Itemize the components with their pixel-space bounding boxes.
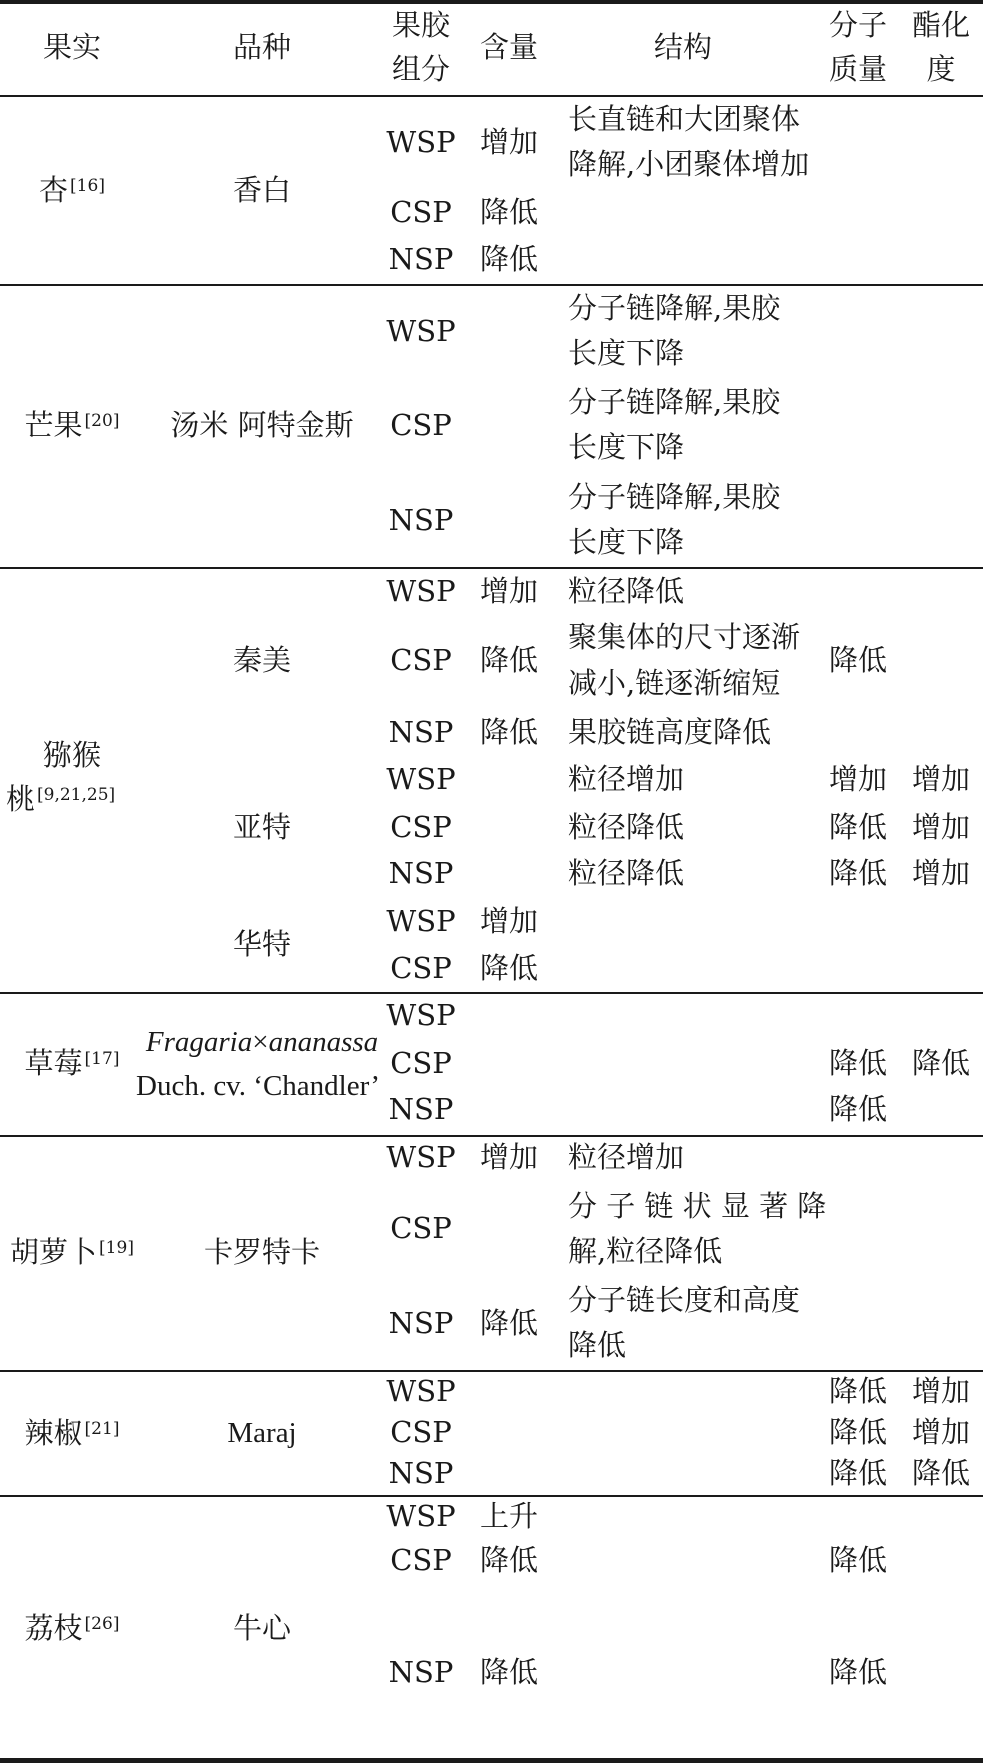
content-cell: 降低 bbox=[479, 1543, 539, 1577]
table-bottom-rule bbox=[0, 1758, 983, 1763]
fraction-cell: CSP bbox=[390, 1543, 452, 1577]
fraction-cell: WSP bbox=[386, 125, 456, 159]
content-cell: 降低 bbox=[479, 643, 539, 677]
mw-cell: 降低 bbox=[828, 1655, 888, 1689]
structure-cell: 分子链降解,果胶 bbox=[568, 480, 781, 514]
content-cell: 降低 bbox=[479, 1655, 539, 1689]
structure-cell: 解,粒径降低 bbox=[568, 1234, 723, 1268]
mw-cell: 降低 bbox=[828, 1092, 888, 1126]
mw-cell: 降低 bbox=[828, 1046, 888, 1080]
variety-cell bbox=[146, 1020, 378, 1065]
fruit-name: 杏 bbox=[39, 173, 69, 207]
reference: [16] bbox=[70, 176, 105, 196]
structure-cell: 果胶链高度降低 bbox=[568, 715, 772, 749]
variety-cell: 亚特 bbox=[232, 810, 292, 844]
structure-cell: 长直链和大团聚体 bbox=[568, 102, 801, 136]
row-divider bbox=[0, 284, 983, 286]
variety-cell: 香白 bbox=[232, 173, 292, 207]
fruit-cell bbox=[25, 403, 120, 448]
structure-cell: 长度下降 bbox=[568, 336, 685, 370]
structure-cell: 粒径降低 bbox=[568, 856, 685, 890]
reference: [26] bbox=[84, 1614, 120, 1634]
de-cell: 增加 bbox=[911, 1374, 971, 1408]
structure-cell: 长度下降 bbox=[568, 525, 685, 559]
fruit-name: 桃 bbox=[6, 782, 36, 816]
fraction-cell: CSP bbox=[390, 1415, 452, 1449]
fraction-cell: NSP bbox=[388, 1456, 454, 1490]
header-mw-line1: 分子 bbox=[828, 8, 888, 42]
header-pectin-line2: 组分 bbox=[391, 52, 451, 86]
de-cell: 增加 bbox=[911, 762, 971, 796]
variety-cell: 华特 bbox=[232, 927, 292, 961]
variety-cell: 秦美 bbox=[232, 643, 292, 677]
header-pectin-line1: 果胶 bbox=[391, 8, 451, 42]
structure-cell: 粒径降低 bbox=[568, 574, 685, 608]
structure-cell: 聚集体的尺寸逐渐 bbox=[568, 620, 801, 654]
content-cell: 降低 bbox=[479, 1306, 539, 1340]
header-structure: 结构 bbox=[653, 30, 713, 64]
mw-cell: 降低 bbox=[828, 643, 888, 677]
structure-cell: 降低 bbox=[568, 1328, 627, 1362]
structure-cell: 降解,小团聚体增加 bbox=[568, 147, 810, 181]
mw-cell: 降低 bbox=[828, 856, 888, 890]
content-cell: 增加 bbox=[479, 904, 539, 938]
structure-cell: 长度下降 bbox=[568, 430, 685, 464]
mw-cell: 降低 bbox=[828, 810, 888, 844]
fraction-cell: CSP bbox=[390, 1211, 452, 1245]
content-cell: 降低 bbox=[479, 951, 539, 985]
fruit-cell bbox=[25, 1041, 120, 1086]
mw-cell: 降低 bbox=[828, 1543, 888, 1577]
structure-cell: 分子链长度和高度 bbox=[568, 1283, 801, 1317]
variety-genus: Fragaria bbox=[145, 1026, 253, 1058]
fruit-name: 胡萝卜 bbox=[10, 1235, 98, 1269]
fraction-cell: WSP bbox=[386, 762, 456, 796]
fraction-cell: NSP bbox=[388, 856, 454, 890]
fraction-cell: WSP bbox=[386, 1499, 456, 1533]
variety-species: ananassa bbox=[268, 1026, 379, 1058]
fraction-cell: WSP bbox=[386, 574, 456, 608]
header-de-line2: 度 bbox=[926, 52, 956, 86]
fruit-cell bbox=[25, 1411, 120, 1456]
variety-cell: 汤米 阿特金斯 bbox=[170, 408, 354, 442]
de-cell: 增加 bbox=[911, 810, 971, 844]
structure-cell: 减小,链逐渐缩短 bbox=[568, 666, 781, 700]
fruit-name: 草莓 bbox=[24, 1046, 83, 1080]
structure-cell: 粒径增加 bbox=[568, 762, 685, 796]
header-bottom-rule bbox=[0, 95, 983, 97]
fraction-cell: NSP bbox=[388, 1655, 454, 1689]
fraction-cell: NSP bbox=[388, 1306, 454, 1340]
content-cell: 降低 bbox=[479, 195, 539, 229]
mw-cell: 降低 bbox=[828, 1456, 888, 1490]
header-fruit: 果实 bbox=[42, 30, 102, 64]
variety-cell: Maraj bbox=[227, 1417, 297, 1449]
structure-cell: 分子链降解,果胶 bbox=[568, 385, 781, 419]
fraction-cell: WSP bbox=[386, 1140, 456, 1174]
structure-cell: 分 子 链 状 显 著 降 bbox=[568, 1189, 827, 1223]
fraction-cell: NSP bbox=[388, 503, 454, 537]
fraction-cell: NSP bbox=[388, 1092, 454, 1126]
variety-cell: Duch. cv. ‘Chandler’ bbox=[136, 1070, 380, 1102]
header-mw-line2: 质量 bbox=[828, 52, 888, 86]
de-cell: 降低 bbox=[911, 1456, 971, 1490]
fruit-cell: 猕猴 bbox=[42, 738, 102, 772]
fraction-cell: CSP bbox=[390, 408, 452, 442]
structure-cell: 分子链降解,果胶 bbox=[568, 291, 781, 325]
header-variety: 品种 bbox=[232, 30, 292, 64]
reference: [9,21,25] bbox=[37, 785, 116, 805]
fraction-cell: WSP bbox=[386, 314, 456, 348]
content-cell: 增加 bbox=[479, 1140, 539, 1174]
reference: [20] bbox=[84, 411, 120, 431]
header-content: 含量 bbox=[479, 30, 539, 64]
variety-cell: 牛心 bbox=[232, 1611, 292, 1645]
fruit-name: 芒果 bbox=[24, 408, 83, 442]
fraction-cell: CSP bbox=[390, 195, 452, 229]
structure-cell: 粒径降低 bbox=[568, 810, 685, 844]
fraction-cell: NSP bbox=[388, 715, 454, 749]
fraction-cell: WSP bbox=[386, 904, 456, 938]
content-cell: 上升 bbox=[479, 1499, 539, 1533]
de-cell: 增加 bbox=[911, 1415, 971, 1449]
fruit-name: 辣椒 bbox=[24, 1416, 83, 1450]
de-cell: 降低 bbox=[911, 1046, 971, 1080]
reference: [19] bbox=[99, 1238, 134, 1258]
structure-cell: 粒径增加 bbox=[568, 1140, 685, 1174]
de-cell: 增加 bbox=[911, 856, 971, 890]
fruit-cell bbox=[25, 1606, 120, 1651]
row-divider bbox=[0, 992, 983, 994]
fraction-cell: CSP bbox=[390, 643, 452, 677]
fraction-cell: NSP bbox=[388, 242, 454, 276]
fruit-cell bbox=[10, 1230, 134, 1275]
mw-cell: 增加 bbox=[828, 762, 888, 796]
fruit-cell bbox=[6, 777, 115, 822]
variety-cell: 卡罗特卡 bbox=[203, 1235, 321, 1269]
variety-cross: × bbox=[252, 1026, 269, 1058]
fraction-cell: WSP bbox=[386, 1374, 456, 1408]
fraction-cell: CSP bbox=[390, 951, 452, 985]
mw-cell: 降低 bbox=[828, 1374, 888, 1408]
content-cell: 降低 bbox=[479, 242, 539, 276]
fraction-cell: WSP bbox=[386, 998, 456, 1032]
content-cell: 降低 bbox=[479, 715, 539, 749]
fruit-cell bbox=[39, 168, 105, 213]
content-cell: 增加 bbox=[479, 574, 539, 608]
mw-cell: 降低 bbox=[828, 1415, 888, 1449]
fruit-name: 荔枝 bbox=[24, 1611, 83, 1645]
reference: [17] bbox=[84, 1049, 120, 1069]
fraction-cell: CSP bbox=[390, 810, 452, 844]
fraction-cell: CSP bbox=[390, 1046, 452, 1080]
reference: [21] bbox=[84, 1419, 120, 1439]
content-cell: 增加 bbox=[479, 125, 539, 159]
header-de-line1: 酯化 bbox=[911, 8, 971, 42]
